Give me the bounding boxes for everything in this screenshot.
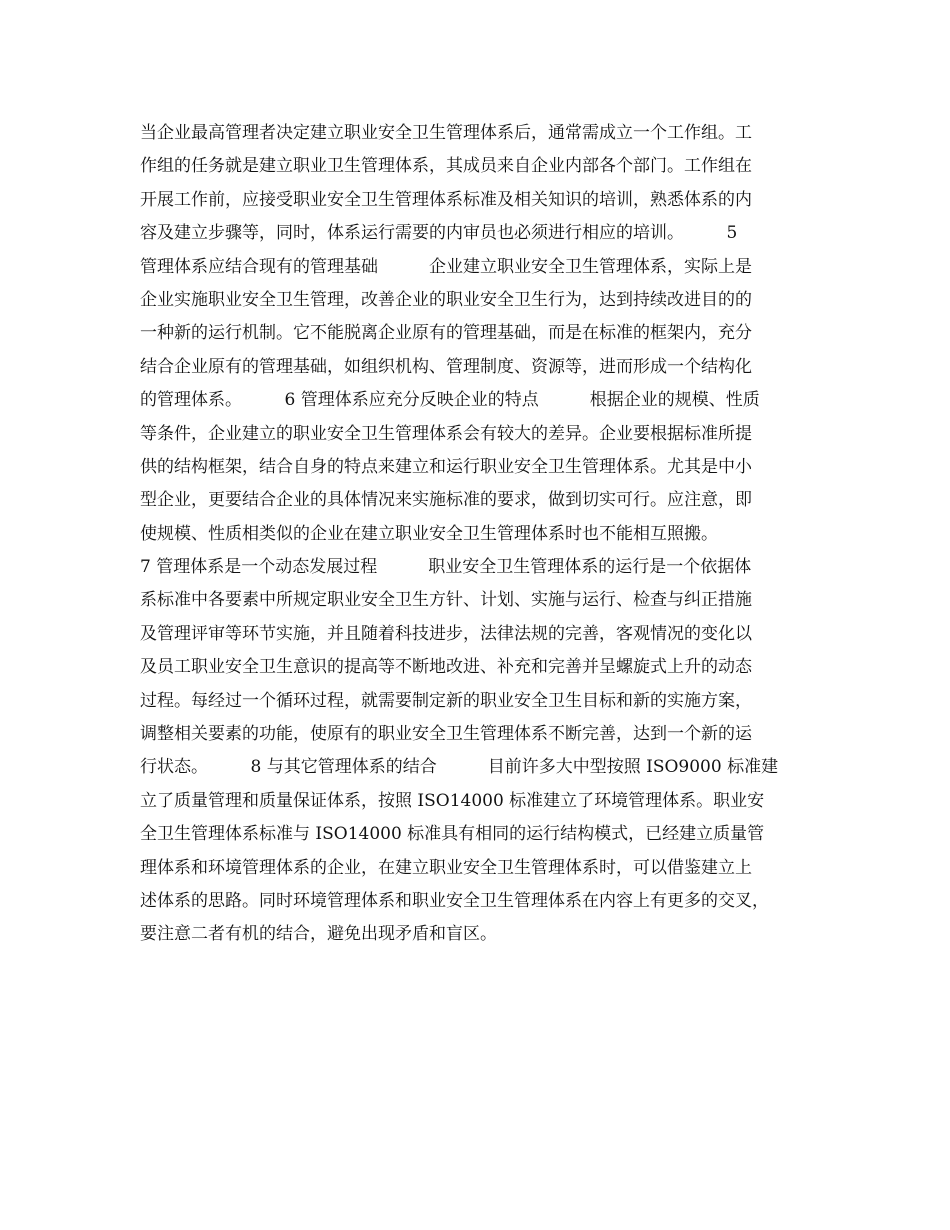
text-line: 企业实施职业安全卫生管理，改善企业的职业安全卫生行为，达到持续改进目的的	[140, 289, 752, 310]
text-line: 过程。每经过一个循环过程，就需要制定新的职业安全卫生目标和新的实施方案，	[140, 690, 752, 711]
text-line: 立了质量管理和质量保证体系，按照 ISO14000 标准建立了环境管理体系。职业安	[140, 790, 765, 811]
text-line: 结合企业原有的管理基础，如组织机构、管理制度、资源等，进而形成一个结构化	[140, 356, 752, 377]
text-line: 7 管理体系是一个动态发展过程 职业安全卫生管理体系的运行是一个依据体	[140, 557, 752, 578]
text-line: 及员工职业安全卫生意识的提高等不断地改进、补充和完善并呈螺旋式上升的动态	[140, 657, 752, 678]
text-line: 理体系和环境管理体系的企业，在建立职业安全卫生管理体系时，可以借鉴建立上	[140, 857, 752, 878]
text-line: 一种新的运行机制。它不能脱离企业原有的管理基础，而是在标准的框架内，充分	[140, 323, 752, 344]
text-line: 系标准中各要素中所规定职业安全卫生方针、计划、实施与运行、检查与纠正措施	[140, 590, 752, 611]
text-line: 管理体系应结合现有的管理基础 企业建立职业安全卫生管理体系，实际上是	[140, 256, 752, 277]
body-text	[140, 117, 830, 952]
text-line: 使规模、性质相类似的企业在建立职业安全卫生管理体系时也不能相互照搬。	[140, 523, 718, 544]
text-line: 等条件，企业建立的职业安全卫生管理体系会有较大的差异。企业要根据标准所提	[140, 423, 752, 444]
text-line: 作组的任务就是建立职业卫生管理体系，其成员来自企业内部各个部门。工作组在	[140, 156, 752, 177]
text-line: 容及建立步骤等，同时，体系运行需要的内审员也必须进行相应的培训。 5	[140, 223, 738, 244]
text-line: 述体系的思路。同时环境管理体系和职业安全卫生管理体系在内容上有更多的交叉，	[140, 890, 769, 911]
text-line: 要注意二者有机的结合，避免出现矛盾和盲区。	[140, 924, 497, 945]
text-line: 的管理体系。 6 管理体系应充分反映企业的特点 根据企业的规模、性质	[140, 390, 760, 411]
text-line: 开展工作前，应接受职业安全卫生管理体系标准及相关知识的培训，熟悉体系的内	[140, 189, 752, 210]
text-line: 型企业，更要结合企业的具体情况来实施标准的要求，做到切实可行。应注意，即	[140, 490, 752, 511]
text-line: 当企业最高管理者决定建立职业安全卫生管理体系后，通常需成立一个工作组。工	[140, 123, 752, 143]
text-line: 及管理评审等环节实施，并且随着科技进步，法律法规的完善，客观情况的变化以	[140, 623, 752, 644]
text-line: 供的结构框架，结合自身的特点来建立和运行职业安全卫生管理体系。尤其是中小	[140, 456, 752, 477]
text-line: 行状态。 8 与其它管理体系的结合 目前许多大中型按照 ISO9000 标准建	[140, 757, 779, 778]
text-line: 全卫生管理体系标准与 ISO14000 标准具有相同的运行结构模式，已经建立质量管	[140, 824, 765, 845]
text-line: 调整相关要素的功能，使原有的职业安全卫生管理体系不断完善，达到一个新的运	[140, 724, 752, 745]
